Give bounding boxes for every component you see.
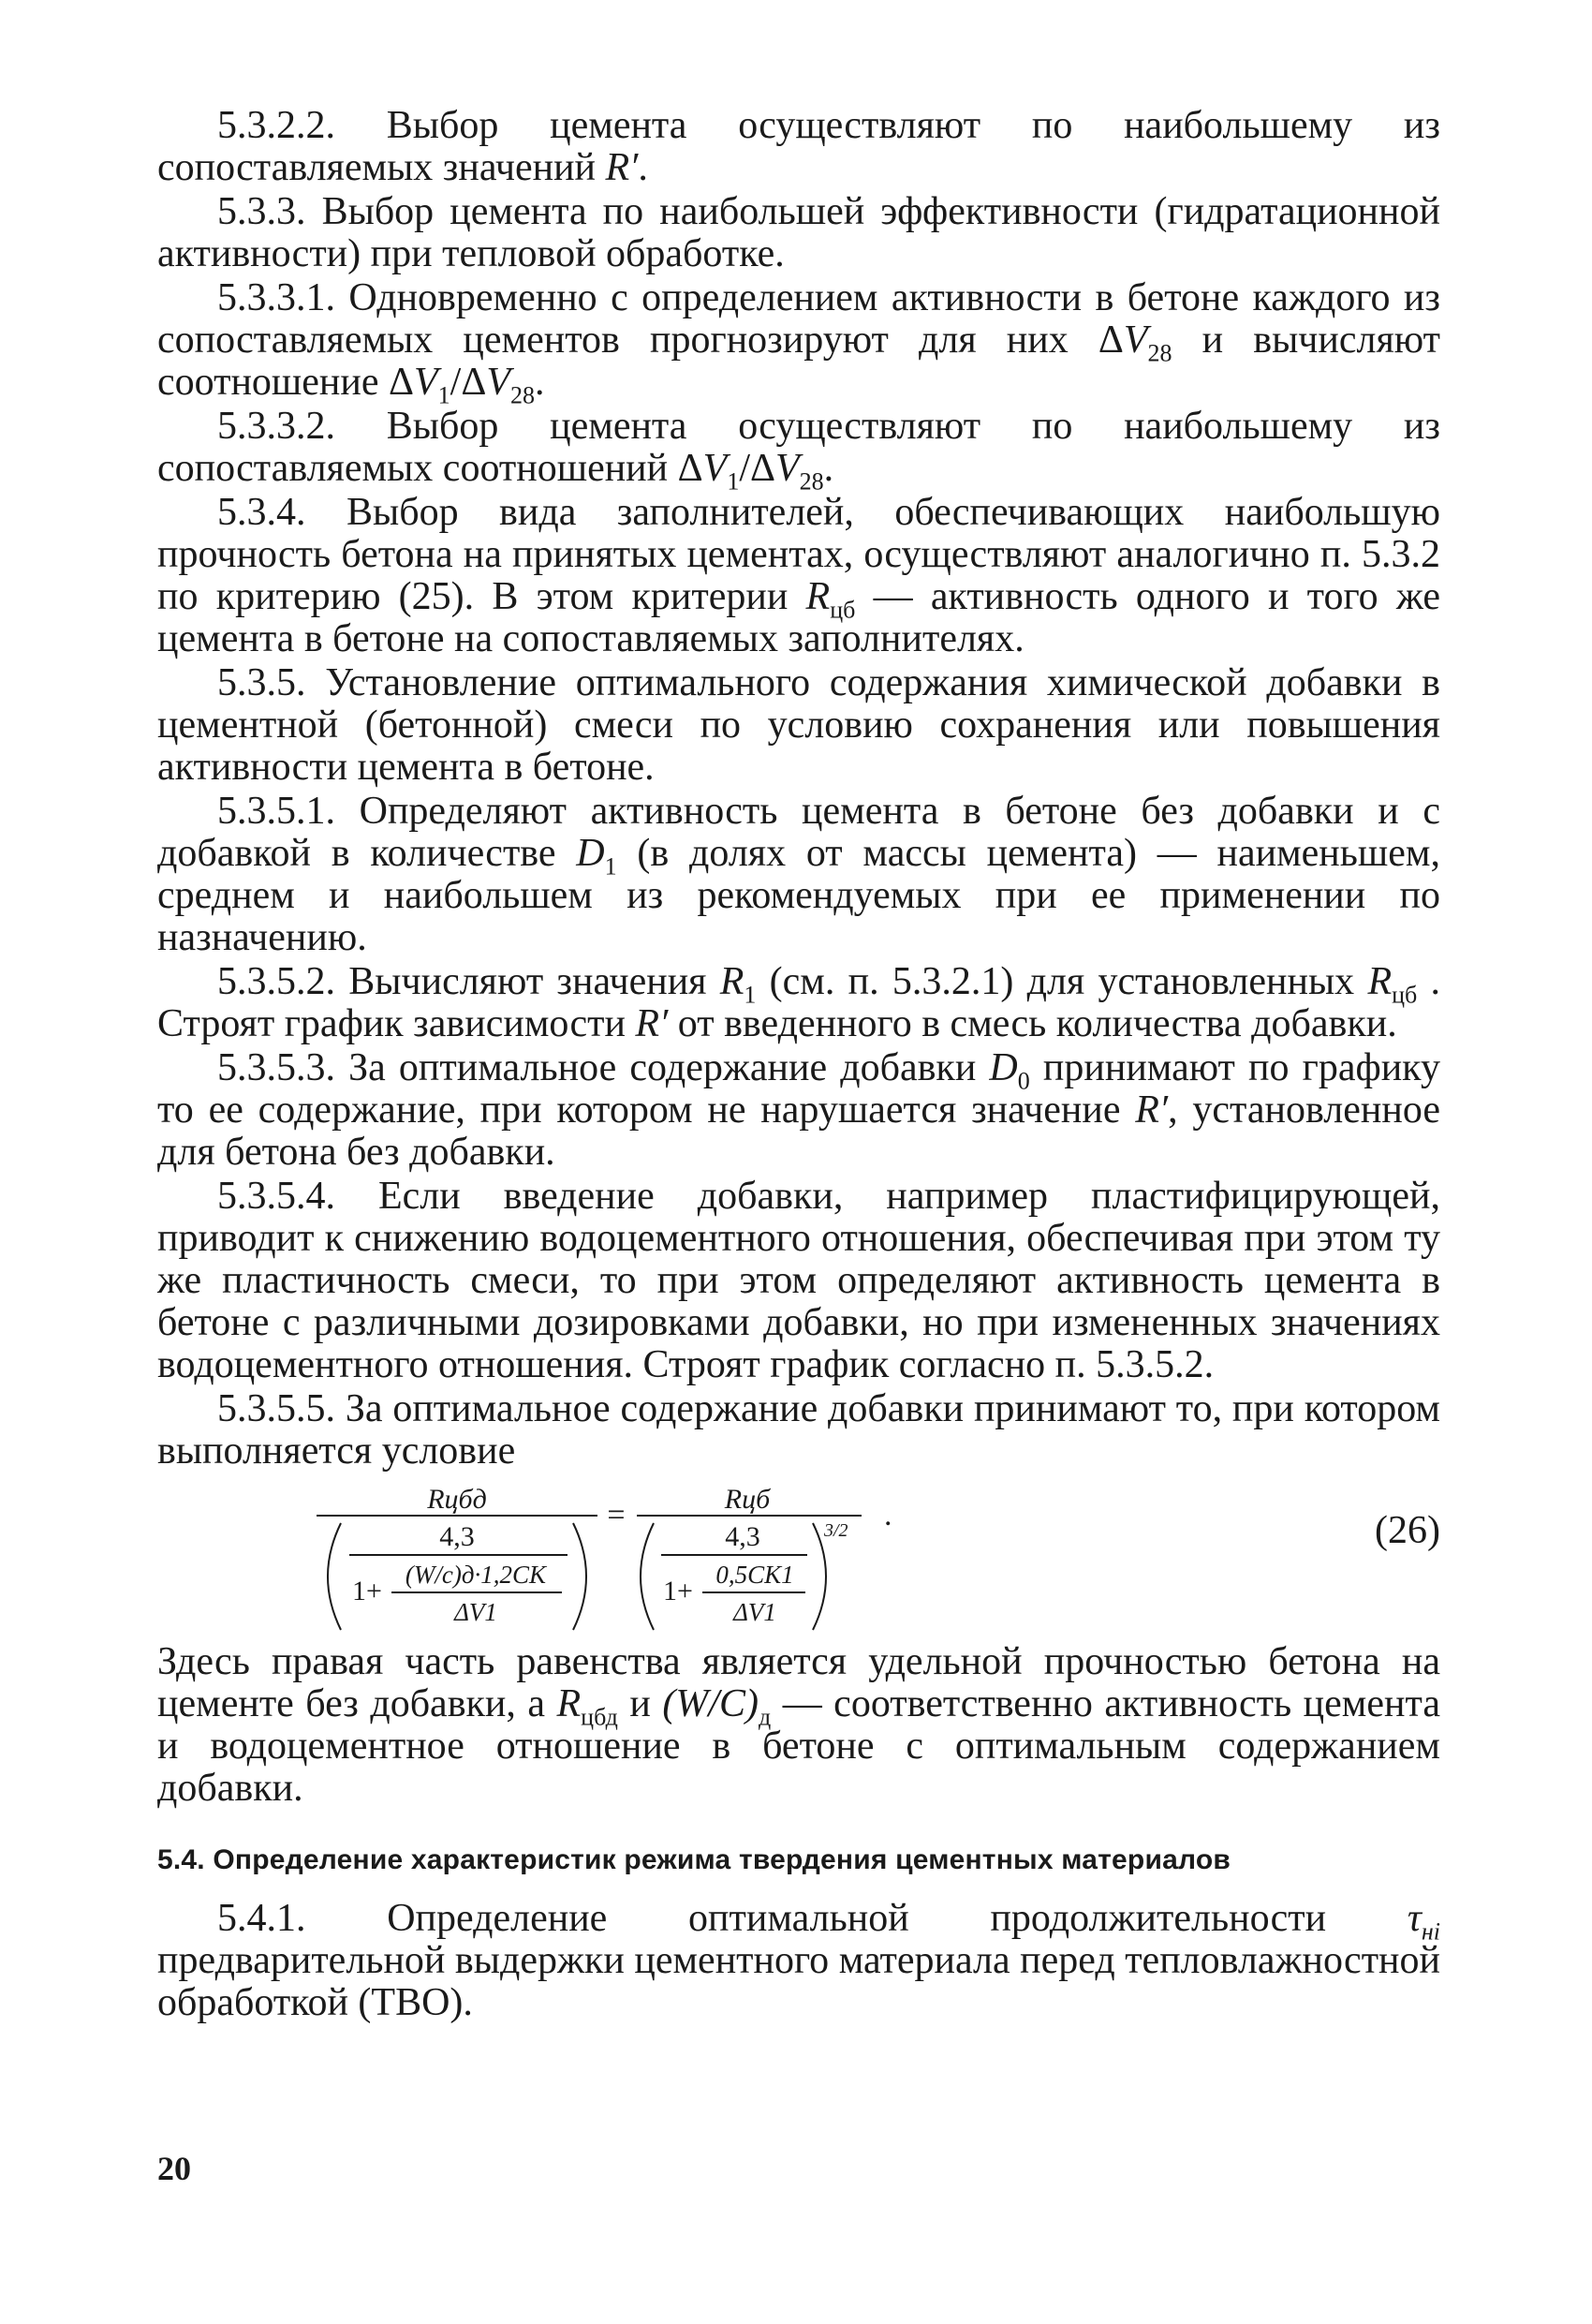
formula-left-numerator: Rцбд — [427, 1484, 487, 1515]
paragraph-5-3-5-3 — [157, 1047, 1440, 1174]
paragraph-5-3-4 — [157, 492, 1440, 660]
formula-left-close-paren — [573, 1523, 586, 1630]
paragraph-5-3-5-5: 5.3.5.5. За оптимальное содержание добавки принимают то, при котором выполняется условие — [157, 1387, 1440, 1473]
paragraph-text: и вычисляют соотношение — [157, 318, 1440, 404]
subscript: 1 — [744, 981, 757, 1009]
paragraph-text: 5.3.5.1. Определяют активность цемента в бетоне без добавки и с добавкой в количестве — [157, 790, 1440, 875]
variable-r: R — [1367, 960, 1393, 1003]
formula-right-inner-numerator: 4,3 — [725, 1521, 760, 1552]
paragraph-5-3-5: 5.3.5. Установление оптимального содержания химической добавки в цементной (бетонной) смеси по условию сохранения или повышения активности цемента в бетоне. — [157, 661, 1440, 789]
formula-trailing-dot: . — [884, 1498, 892, 1532]
delta-symbol: Δ — [677, 447, 703, 490]
slash: / — [739, 447, 750, 490]
subscript: 1 — [604, 852, 617, 881]
paragraph-text: 5.3.3.1. Одновременно с определением активности в бетоне каждого из сопоставляемых цементов прогнозируют для них — [157, 276, 1440, 362]
formula-right-open-paren — [641, 1523, 654, 1630]
variable-v: V — [775, 447, 800, 490]
section-heading-5-4: 5.4. Определение характеристик режима твердения цементных материалов — [157, 1844, 1231, 1875]
paragraph-text: предварительной выдержки цементного материала перед тепловлажностной обработкой (ТВО). — [157, 1939, 1440, 2024]
paragraph-5-4-1 — [157, 1898, 1440, 2024]
variable-d: D — [576, 832, 605, 875]
paragraph-text: принимают по графику то ее содержание, при котором не нарушается значение — [157, 1046, 1440, 1132]
variable-v: V — [1123, 318, 1148, 362]
delta-symbol: Δ — [461, 361, 487, 404]
formula-left-sub-numerator: (W/c)д·1,2CK — [405, 1561, 547, 1589]
paragraph-5-3-3-2 — [157, 405, 1440, 496]
delta-symbol: Δ — [1098, 318, 1124, 362]
paragraph-explanation — [157, 1641, 1440, 1810]
paragraph-5-3-5-2 — [157, 961, 1440, 1045]
punctuation: . — [823, 447, 834, 490]
paragraph-text: 5.3.5.3. За оптимальное содержание добавки — [217, 1046, 990, 1089]
subscript: 28 — [799, 467, 824, 496]
paragraph-text: 5.3.2.2. Выбор цемента осуществляют по наибольшему из сопоставляемых значений — [157, 104, 1440, 189]
subscript: нi — [1421, 1917, 1440, 1946]
subscript: цб — [830, 596, 856, 624]
paragraph-text: , установленное для бетона без добавки. — [157, 1088, 1440, 1174]
formula-right-one-plus: 1+ — [663, 1576, 693, 1606]
paragraph-text: — соответственно активность цемента и водоцементное отношение в бетоне с оптимальным содержанием добавки. — [157, 1682, 1440, 1810]
paragraph-5-3-2-2 — [157, 105, 1440, 189]
paragraph-text: от введенного в смесь количества добавки. — [668, 1002, 1397, 1045]
paragraph-text: (в долях от массы цемента) — наименьшем, среднем и наибольшем из рекомендуемых при ее применении по назначению. — [157, 832, 1440, 959]
variable-d: D — [989, 1046, 1018, 1089]
paragraph-text: 5.4.1. Определение оптимальной продолжительности — [217, 1897, 1408, 1940]
formula-26 — [157, 1478, 1440, 1636]
formula-equals: = — [607, 1498, 626, 1532]
variable-r-prime: R′ — [635, 1002, 669, 1045]
variable-wc: (W/C) — [662, 1682, 759, 1725]
variable-v: V — [702, 447, 728, 490]
subscript: 28 — [510, 381, 536, 409]
paragraph-text: (см. п. 5.3.2.1) для установленных — [756, 960, 1368, 1003]
formula-right-sub-denominator: ΔV1 — [733, 1598, 776, 1626]
variable-r: R — [805, 575, 831, 618]
paragraph-text: и — [617, 1682, 663, 1725]
variable-v: V — [486, 361, 511, 404]
paragraph-text: Здесь правая часть равенства является удельной прочностью бетона на цементе без добавки, а — [157, 1640, 1440, 1725]
paragraph-text: 5.3.4. Выбор вида заполнителей, обеспечивающих наибольшую прочность бетона на принятых цементах, осуществляют аналогично п. 5.3.2 по критерию (25). В этом критерии — [157, 491, 1440, 618]
variable-r: R — [556, 1682, 582, 1725]
variable-r-prime: R′ — [605, 146, 639, 189]
formula-right-sub-numerator: 0,5CK1 — [715, 1561, 794, 1589]
subscript: 1 — [437, 381, 450, 409]
variable-v: V — [414, 361, 438, 404]
subscript: цбд — [581, 1703, 618, 1731]
formula-left-one-plus: 1+ — [352, 1576, 382, 1606]
paragraph-5-3-3: 5.3.3. Выбор цемента по наибольшей эффективности (гидратационной активности) при тепловой обработке. — [157, 190, 1440, 275]
paragraph-text: 5.3.5.2. Вычисляют значения — [217, 960, 720, 1003]
punctuation: . — [638, 146, 648, 189]
main-text — [157, 105, 1440, 2026]
subscript: цб — [1392, 981, 1418, 1009]
variable-r-prime: R′ — [1135, 1088, 1169, 1132]
delta-symbol: Δ — [389, 361, 415, 404]
delta-symbol: Δ — [749, 447, 775, 490]
punctuation: . — [535, 361, 545, 404]
formula-left-open-paren — [328, 1523, 341, 1630]
subscript: 1 — [727, 467, 740, 496]
paragraph-text: — активность одного и того же цемента в бетоне на сопоставляемых заполнителях. — [157, 575, 1440, 660]
formula-right-exponent: 3/2 — [824, 1520, 848, 1541]
page-number: 20 — [157, 2150, 191, 2187]
variable-tau: τ — [1407, 1897, 1422, 1940]
slash: / — [450, 361, 462, 404]
formula-left-sub-denominator: ΔV1 — [454, 1598, 497, 1626]
subscript: д — [759, 1703, 772, 1731]
paragraph-5-3-5-4: 5.3.5.4. Если введение добавки, например пластифицирующей, приводит к снижению водоцементного отношения, обеспечивая при этом ту же пластичность смеси, то при этом определяют активность цемента в бетоне с различными дозировками добавки, но при измененных значениях водоцементного отношения. Строят график согласно п. 5.3.5.2. — [157, 1175, 1440, 1386]
paragraph-text: . Строят график зависимости — [157, 960, 1441, 1045]
formula-right-numerator: Rцб — [724, 1484, 771, 1515]
equation-number: (26) — [1375, 1509, 1440, 1552]
variable-r: R — [719, 960, 744, 1003]
paragraph-text: 5.3.3.2. Выбор цемента осуществляют по наибольшему из сопоставляемых соотношений — [157, 405, 1440, 490]
paragraph-5-3-3-1 — [157, 276, 1440, 409]
subscript: 0 — [1017, 1067, 1030, 1095]
subscript: 28 — [1147, 339, 1172, 367]
formula-graphic — [157, 1478, 1440, 1636]
formula-left-inner-numerator: 4,3 — [439, 1521, 475, 1552]
paragraph-5-3-5-1 — [157, 791, 1440, 959]
